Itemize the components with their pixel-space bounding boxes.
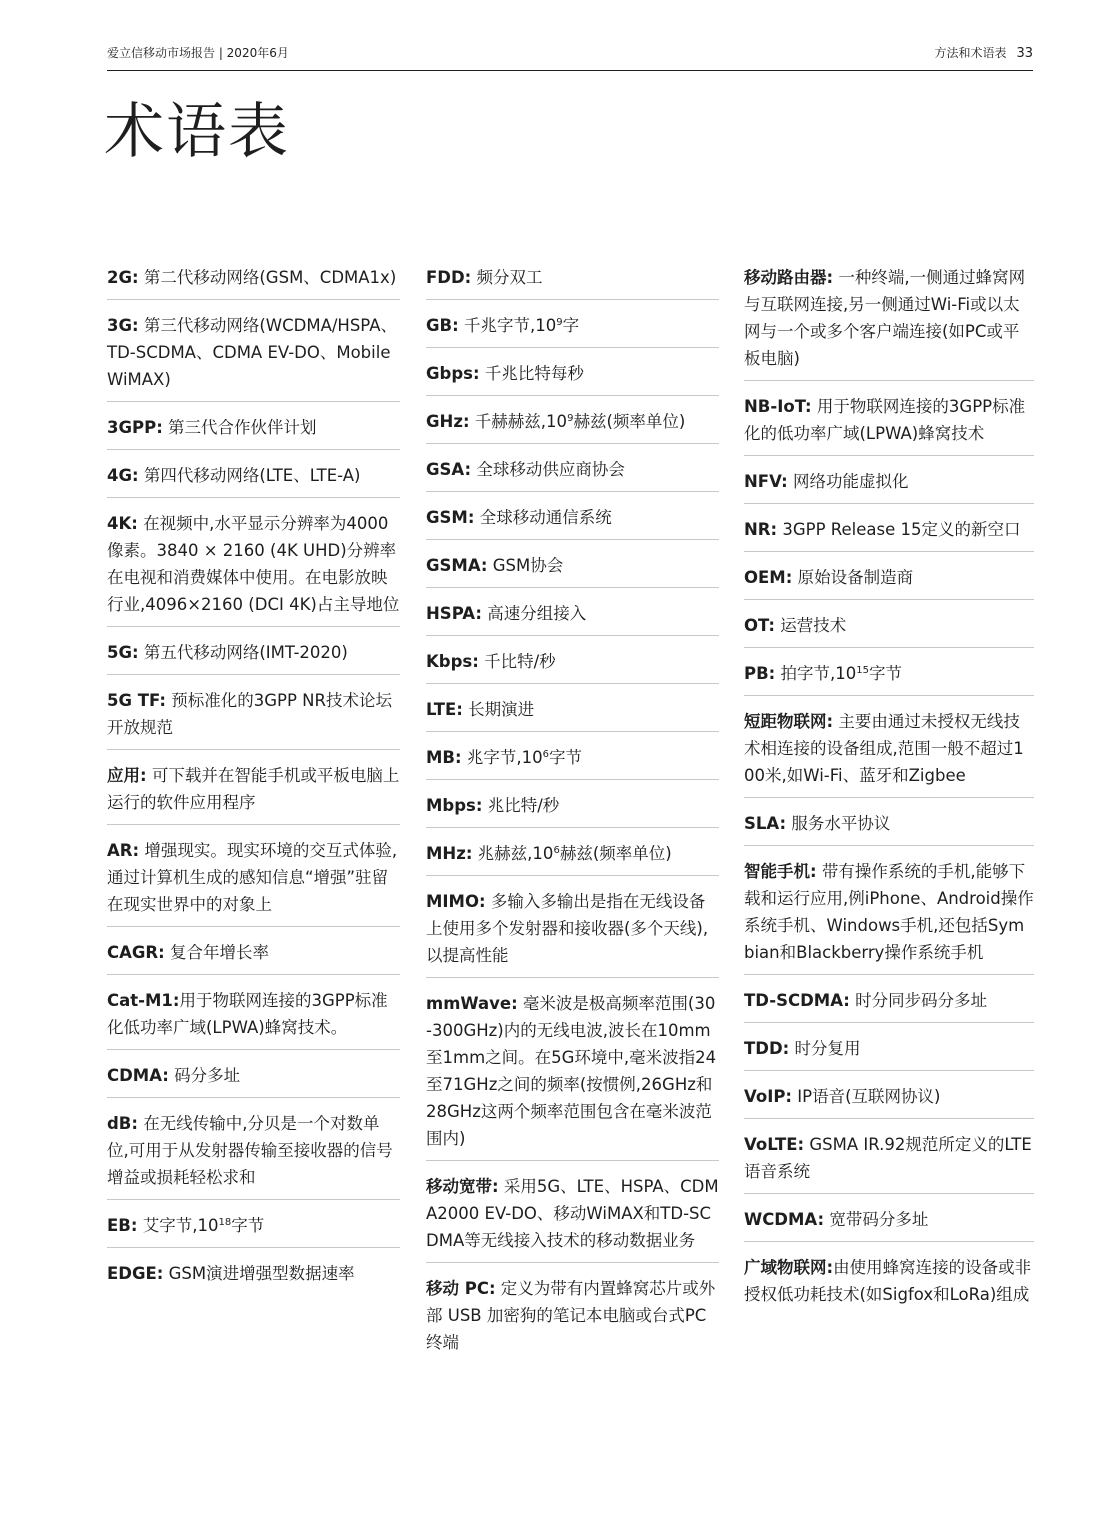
glossary-entry xyxy=(744,983,1034,1023)
glossary-term: GSA: xyxy=(426,460,472,479)
glossary-definition: 第四代移动网络(LTE、LTE-A) xyxy=(138,466,361,485)
glossary-term: MIMO: xyxy=(426,892,486,911)
glossary-definition: 原始设备制造商 xyxy=(792,568,914,587)
glossary-term: VoIP: xyxy=(744,1087,793,1106)
glossary-definition: 千比特/秒 xyxy=(478,652,556,671)
glossary-definition: 定义为带有内置蜂窝芯片或外部 USB 加密狗的笔记本电脑或台式PC终端 xyxy=(426,1279,716,1352)
glossary-entry xyxy=(107,458,400,498)
glossary-definition: IP语音(互联网协议) xyxy=(792,1087,941,1106)
glossary-entry xyxy=(744,260,1034,381)
glossary-term: 2G: xyxy=(107,268,139,287)
glossary-definition: 复合年增长率 xyxy=(164,943,269,962)
glossary-definition: 网络功能虚拟化 xyxy=(787,472,909,491)
glossary-term: 5G TF: xyxy=(107,691,166,710)
glossary-term: GSMA: xyxy=(426,556,488,575)
glossary-term: 4G: xyxy=(107,466,139,485)
glossary-definition: 3GPP Release 15定义的新空口 xyxy=(777,520,1021,539)
exponent: 15 xyxy=(856,665,870,676)
glossary-definition: 拍字节,10 xyxy=(775,664,857,683)
glossary-definition: 在视频中,水平显示分辨率为4000像素。3840 × 2160 (4K UHD)分辨率在电视和消费媒体中使用。在电影放映行业,4096×2160 (DCI 4K)占主导地位 xyxy=(107,514,400,614)
glossary-entry xyxy=(426,986,719,1161)
glossary-entry xyxy=(107,935,400,975)
glossary-entry xyxy=(426,884,719,978)
glossary-definition: 运营技术 xyxy=(774,616,847,635)
glossary-column-1 xyxy=(107,260,400,1303)
glossary-definition: 服务水平协议 xyxy=(786,814,891,833)
glossary-definition: 兆赫兹,10 xyxy=(472,844,554,863)
glossary-entry xyxy=(744,1127,1034,1194)
glossary-definition: 在无线传输中,分贝是一个对数单位,可用于从发射器传输至接收器的信号增益或损耗轻松求和 xyxy=(107,1114,393,1187)
glossary-entry xyxy=(107,1208,400,1248)
glossary-definition-suffix: 字节 xyxy=(548,748,582,767)
glossary-definition: 可下载并在智能手机或平板电脑上运行的软件应用程序 xyxy=(107,766,400,812)
glossary-entry xyxy=(744,854,1034,975)
glossary-definition: 千兆比特每秒 xyxy=(479,364,584,383)
glossary-definition: 一种终端,一侧通过蜂窝网与互联网连接,另一侧通过Wi-Fi或以太网与一个或多个客户端连接(如PC或平板电脑) xyxy=(744,268,1026,368)
glossary-definition: GSM演进增强型数据速率 xyxy=(163,1264,355,1283)
glossary-term: GB: xyxy=(426,316,459,335)
glossary-entry xyxy=(107,260,400,300)
glossary-term: Mbps: xyxy=(426,796,483,815)
glossary-definition: 兆比特/秒 xyxy=(482,796,560,815)
glossary-definition: GSMA IR.92规范所定义的LTE语音系统 xyxy=(744,1135,1032,1181)
glossary-term: WCDMA: xyxy=(744,1210,825,1229)
glossary-entry xyxy=(744,464,1034,504)
glossary-entry xyxy=(107,635,400,675)
glossary-term: MB: xyxy=(426,748,462,767)
glossary-definition: GSM协会 xyxy=(487,556,564,575)
glossary-entry xyxy=(426,500,719,540)
glossary-term: CAGR: xyxy=(107,943,165,962)
glossary-entry xyxy=(426,452,719,492)
glossary-term: 5G: xyxy=(107,643,139,662)
glossary-entry xyxy=(744,1079,1034,1119)
page-number: 33 xyxy=(1016,46,1033,61)
glossary-term: 智能手机: xyxy=(744,862,817,881)
glossary-entry xyxy=(744,1031,1034,1071)
glossary-term: CDMA: xyxy=(107,1066,169,1085)
glossary-entry xyxy=(426,596,719,636)
glossary-definition: 带有操作系统的手机,能够下载和运行应用,例iPhone、Android操作系统手机、Windows手机,还包括Symbian和Blackberry操作系统手机 xyxy=(744,862,1034,962)
glossary-definition: 千兆字节,10 xyxy=(458,316,557,335)
glossary-entry xyxy=(107,1106,400,1200)
glossary-entry xyxy=(426,308,719,348)
glossary-definition: 采用5G、LTE、HSPA、CDMA2000 EV-DO、移动WiMAX和TD-SCDMA等无线接入技术的移动数据业务 xyxy=(426,1177,719,1250)
glossary-term: MHz: xyxy=(426,844,473,863)
glossary-definition: 第二代移动网络(GSM、CDMA1x) xyxy=(138,268,397,287)
exponent: 6 xyxy=(542,749,549,760)
glossary-entry xyxy=(426,1271,719,1364)
exponent: 9 xyxy=(567,413,574,424)
page-title: 术语表 xyxy=(104,97,290,167)
glossary-term: GSM: xyxy=(426,508,475,527)
glossary-term: OEM: xyxy=(744,568,793,587)
glossary-definition-suffix: 赫兹(频率单位) xyxy=(573,412,686,431)
glossary-entry xyxy=(744,1250,1034,1316)
glossary-definition: 用于物联网连接的3GPP标准化低功率广域(LPWA)蜂窝技术。 xyxy=(107,991,388,1037)
glossary-term: mmWave: xyxy=(426,994,518,1013)
glossary-definition: 时分同步码分多址 xyxy=(849,991,988,1010)
glossary-term: HSPA: xyxy=(426,604,482,623)
glossary-definition: 兆字节,10 xyxy=(461,748,543,767)
glossary-term: EB: xyxy=(107,1216,138,1235)
glossary-definition: 全球移动供应商协会 xyxy=(471,460,625,479)
glossary-term: dB: xyxy=(107,1114,138,1133)
page-header xyxy=(107,44,1033,71)
glossary-definition-suffix: 字 xyxy=(562,316,580,335)
glossary-term: 4K: xyxy=(107,514,138,533)
glossary-term: OT: xyxy=(744,616,775,635)
glossary-term: TD-SCDMA: xyxy=(744,991,850,1010)
glossary-entry xyxy=(107,683,400,750)
glossary-definition: 第五代移动网络(IMT-2020) xyxy=(138,643,348,662)
glossary-definition: 码分多址 xyxy=(168,1066,241,1085)
glossary-term: 3G: xyxy=(107,316,139,335)
glossary-entry xyxy=(107,758,400,825)
glossary-definition: 用于物联网连接的3GPP标准化的低功率广域(LPWA)蜂窝技术 xyxy=(744,397,1026,443)
glossary-term: NR: xyxy=(744,520,778,539)
section-name: 方法和术语表 xyxy=(934,46,1007,60)
glossary-term: SLA: xyxy=(744,814,787,833)
glossary-definition-suffix: 赫兹(频率单位) xyxy=(559,844,672,863)
glossary-entry xyxy=(744,512,1034,552)
glossary-column-3 xyxy=(744,260,1034,1324)
glossary-term: VoLTE: xyxy=(744,1135,805,1154)
glossary-term: AR: xyxy=(107,841,140,860)
glossary-term: 移动路由器: xyxy=(744,268,834,287)
glossary-entry xyxy=(107,506,400,627)
glossary-definition: 长期演进 xyxy=(462,700,535,719)
exponent: 9 xyxy=(556,317,563,328)
glossary-term: 移动 PC: xyxy=(426,1279,496,1298)
glossary-term: NB-IoT: xyxy=(744,397,812,416)
glossary-definition: 艾字节,10 xyxy=(137,1216,219,1235)
glossary-entry xyxy=(426,356,719,396)
glossary-definition: 毫米波是极高频率范围(30-300GHz)内的无线电波,波长在10mm至1mm之间。在5G环境中,毫米波指24至71GHz之间的频率(按惯例,26GHz和28GHz这两个频率范围包含在毫米波范围内) xyxy=(426,994,717,1148)
glossary-entry xyxy=(744,656,1034,696)
glossary-entry xyxy=(107,410,400,450)
glossary-definition: 由使用蜂窝连接的设备或非授权低功耗技术(如Sigfox和LoRa)组成 xyxy=(744,1258,1032,1304)
glossary-definition: 增强现实。现实环境的交互式体验,通过计算机生成的感知信息“增强”驻留在现实世界中的对象上 xyxy=(107,841,398,914)
glossary-definition: 频分双工 xyxy=(471,268,543,287)
report-title: 爱立信移动市场报告 | 2020年6月 xyxy=(107,46,289,60)
glossary-entry xyxy=(107,1256,400,1295)
glossary-entry xyxy=(107,1058,400,1098)
glossary-entry xyxy=(426,692,719,732)
glossary-entry xyxy=(744,806,1034,846)
glossary-column-2 xyxy=(426,260,719,1372)
glossary-entry xyxy=(107,833,400,927)
glossary-term: TDD: xyxy=(744,1039,790,1058)
glossary-entry xyxy=(426,644,719,684)
glossary-term: 应用: xyxy=(107,766,147,785)
glossary-definition: 主要由通过未授权无线技术相连接的设备组成,范围一般不超过100米,如Wi-Fi、蓝牙和Zigbee xyxy=(744,712,1024,785)
glossary-term: LTE: xyxy=(426,700,463,719)
glossary-term: GHz: xyxy=(426,412,470,431)
glossary-entry xyxy=(744,704,1034,798)
glossary-entry xyxy=(426,404,719,444)
glossary-term: 3GPP: xyxy=(107,418,163,437)
glossary-definition: 高速分组接入 xyxy=(481,604,587,623)
glossary-definition-suffix: 字节 xyxy=(231,1216,265,1235)
glossary-definition: 宽带码分多址 xyxy=(824,1210,929,1229)
glossary-definition-suffix: 字节 xyxy=(869,664,903,683)
glossary-entry xyxy=(107,983,400,1050)
glossary-entry xyxy=(426,260,719,300)
glossary-term: 短距物联网: xyxy=(744,712,834,731)
glossary-entry xyxy=(426,548,719,588)
glossary-term: 移动宽带: xyxy=(426,1177,499,1196)
glossary-entry xyxy=(426,836,719,876)
glossary-definition: 多输入多输出是指在无线设备上使用多个发射器和接收器(多个天线),以提高性能 xyxy=(426,892,709,965)
glossary-term: EDGE: xyxy=(107,1264,164,1283)
glossary-term: Cat-M1: xyxy=(107,991,180,1010)
glossary-entry xyxy=(426,788,719,828)
glossary-entry xyxy=(744,1202,1034,1242)
glossary-entry xyxy=(744,560,1034,600)
exponent: 18 xyxy=(218,1217,232,1228)
glossary-entry xyxy=(426,740,719,780)
glossary-term: Kbps: xyxy=(426,652,479,671)
glossary-entry xyxy=(744,389,1034,456)
glossary-term: PB: xyxy=(744,664,776,683)
section-label xyxy=(934,44,1033,63)
glossary-definition: 第三代合作伙伴计划 xyxy=(162,418,317,437)
glossary-definition: 时分复用 xyxy=(789,1039,861,1058)
glossary-entry xyxy=(744,608,1034,648)
glossary-term: 广域物联网: xyxy=(744,1258,834,1277)
glossary-definition: 第三代移动网络(WCDMA/HSPA、TD-SCDMA、CDMA EV-DO、Mobile WiMAX) xyxy=(107,316,397,389)
glossary-term: Gbps: xyxy=(426,364,480,383)
glossary-entry xyxy=(107,308,400,402)
exponent: 6 xyxy=(553,845,560,856)
glossary-definition: 预标准化的3GPP NR技术论坛开放规范 xyxy=(107,691,392,737)
glossary-definition: 全球移动通信系统 xyxy=(474,508,612,527)
glossary-term: NFV: xyxy=(744,472,788,491)
glossary-definition: 千赫赫兹,10 xyxy=(469,412,568,431)
glossary-term: FDD: xyxy=(426,268,472,287)
glossary-entry xyxy=(426,1169,719,1263)
